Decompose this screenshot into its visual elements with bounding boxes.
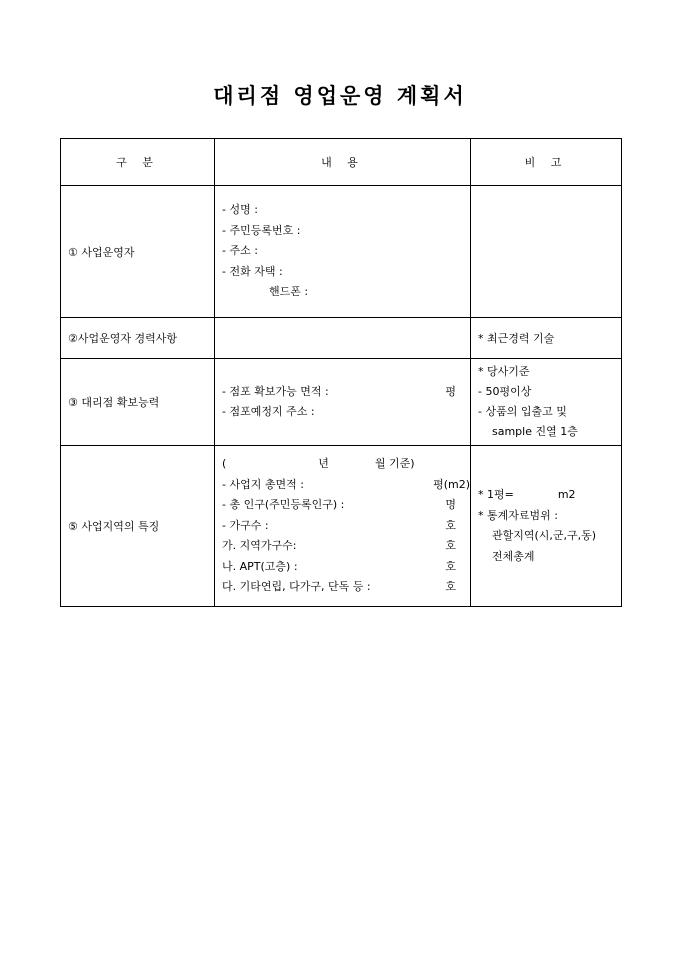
capacity-remarks <box>471 359 622 446</box>
other-housing-unit: 호 <box>445 580 456 594</box>
apt-label: 나. APT(고층) : <box>222 559 298 573</box>
table-row-career <box>61 318 622 359</box>
date-open-paren: ( <box>222 457 227 471</box>
career-remarks: * 최근경력 기술 <box>471 318 622 359</box>
capacity-fields <box>215 359 471 446</box>
remark-stats-scope: * 통계자료범위 : <box>478 508 558 522</box>
table-row-capacity <box>61 359 622 446</box>
field-store-area <box>222 382 470 402</box>
field-store-address: - 점포예정지 주소 : <box>222 405 315 418</box>
store-area-label: - 점포 확보가능 면적 : <box>222 385 329 398</box>
store-area-unit: 평 <box>445 385 456 398</box>
other-housing-label: 다. 기타연립, 다가구, 단독 등 : <box>222 580 371 594</box>
total-area-unit: 평(m2) <box>433 477 470 491</box>
pyeong-label: * 1평= <box>478 488 514 501</box>
population-label: - 총 인구(주민등록인구) : <box>222 498 345 512</box>
field-mobile-phone: 핸드폰 : <box>269 285 309 299</box>
header-content: 내 용 <box>215 139 471 186</box>
remark-line: sample 진열 1층 <box>492 425 578 438</box>
row-label-career: ②사업운영자 경력사항 <box>61 318 215 359</box>
remark-jurisdiction: 관할지역(시,군,구,동) <box>492 529 597 542</box>
row-label-operator: ① 사업운영자 <box>61 186 215 318</box>
population-unit: 명 <box>445 498 456 512</box>
field-name: - 성명 : <box>222 203 258 217</box>
reference-date <box>222 454 470 475</box>
remark-pyeong-conversion <box>478 485 621 506</box>
field-population <box>222 495 470 516</box>
region-fields <box>215 446 471 607</box>
field-total-area <box>222 475 470 496</box>
apt-unit: 호 <box>445 559 456 573</box>
remark-line: * 당사기준 <box>478 365 530 378</box>
remark-line: - 상품의 입출고 및 <box>478 405 567 418</box>
document-title: 대리점 영업운영 계획서 <box>213 83 467 108</box>
remark-line: - 50평이상 <box>478 385 532 398</box>
header-category: 구 분 <box>61 139 215 186</box>
operator-fields <box>215 186 471 318</box>
local-households-unit: 호 <box>445 539 456 553</box>
field-other-housing <box>222 577 470 598</box>
remark-total: 전체총계 <box>492 549 535 563</box>
career-content <box>215 318 471 359</box>
table-header-row <box>61 139 622 186</box>
local-households-label: 가. 지역가구수: <box>222 539 297 553</box>
total-area-label: - 사업지 총면적 : <box>222 477 304 491</box>
field-households <box>222 516 470 537</box>
households-label: - 가구수 : <box>222 518 269 532</box>
operator-remarks <box>471 186 622 318</box>
field-resident-number: - 주민등록번호 : <box>222 223 301 237</box>
date-year-label: 년 <box>318 457 329 471</box>
date-month-label: 월 기준) <box>374 457 415 471</box>
m2-label: m2 <box>557 488 576 501</box>
header-remarks: 비 고 <box>471 139 622 186</box>
table-row-region <box>61 446 622 607</box>
field-apt <box>222 557 470 578</box>
plan-table <box>60 138 622 607</box>
field-address: - 주소 : <box>222 244 258 258</box>
row-label-region: ⑤ 사업지역의 특징 <box>61 446 215 607</box>
region-remarks <box>471 446 622 607</box>
table-row-operator <box>61 186 622 318</box>
field-home-phone: - 전화 자택 : <box>222 264 283 278</box>
field-local-households <box>222 536 470 557</box>
row-label-capacity: ③ 대리점 확보능력 <box>61 359 215 446</box>
households-unit: 호 <box>445 518 456 532</box>
